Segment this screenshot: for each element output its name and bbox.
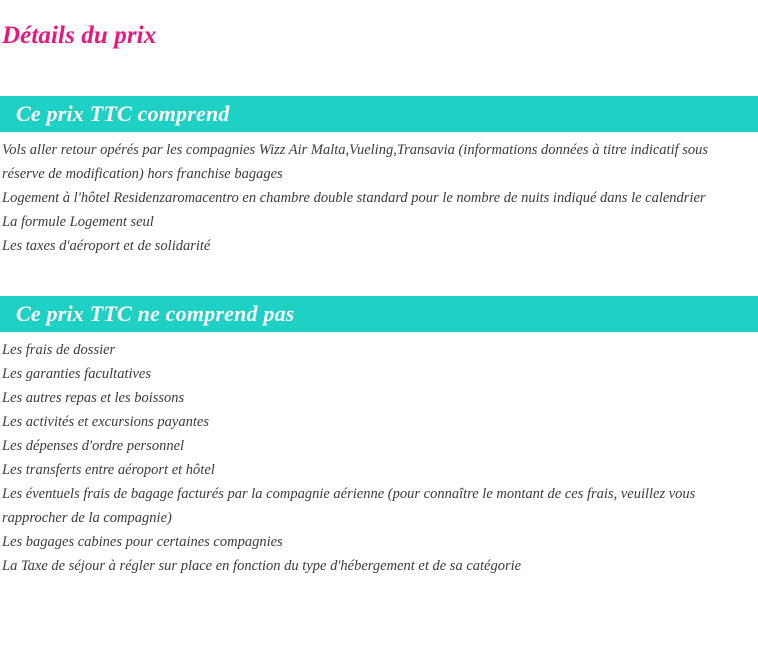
spacer-above-included-section (0, 50, 758, 96)
list-item: Les garanties facultatives (2, 365, 152, 382)
section-not-included (0, 296, 758, 578)
section-included-header: Ce prix TTC comprend (0, 96, 758, 132)
list-item: Les taxes d'aéroport et de solidarité (2, 237, 211, 254)
list-item: La formule Logement seul (2, 213, 154, 230)
section-included-list (0, 132, 758, 258)
list-item: Les bagages cabines pour certaines compagnies (2, 533, 283, 550)
page-title: Détails du prix (2, 22, 157, 49)
list-item: Les activités et excursions payantes (2, 413, 209, 430)
section-included (0, 96, 758, 258)
list-item: Les dépenses d'ordre personnel (2, 437, 185, 454)
list-item: Les autres repas et les boissons (2, 389, 185, 406)
spacer-above-excluded-section (0, 258, 758, 296)
list-item: Les éventuels frais de bagage facturés par la compagnie aérienne (pour connaître le montant de ces frais, veuillez vous rapprocher de la compagnie) (2, 485, 696, 526)
section-not-included-list (0, 332, 758, 578)
section-not-included-header: Ce prix TTC ne comprend pas (0, 296, 758, 332)
bottom-spacer (0, 578, 758, 594)
list-item: Les frais de dossier (2, 341, 116, 358)
list-item: Les transferts entre aéroport et hôtel (2, 461, 215, 478)
list-item: Logement à l'hôtel Residenzaromacentro en chambre double standard pour le nombre de nuits indiqué dans le calendrier (2, 189, 706, 206)
list-item: Vols aller retour opérés par les compagnies Wizz Air Malta,Vueling,Transavia (informations données à titre indicatif sous réserve de modification) hors franchise bagages (2, 141, 709, 182)
list-item: La Taxe de séjour à régler sur place en fonction du type d'hébergement et de sa catégorie (2, 557, 522, 574)
